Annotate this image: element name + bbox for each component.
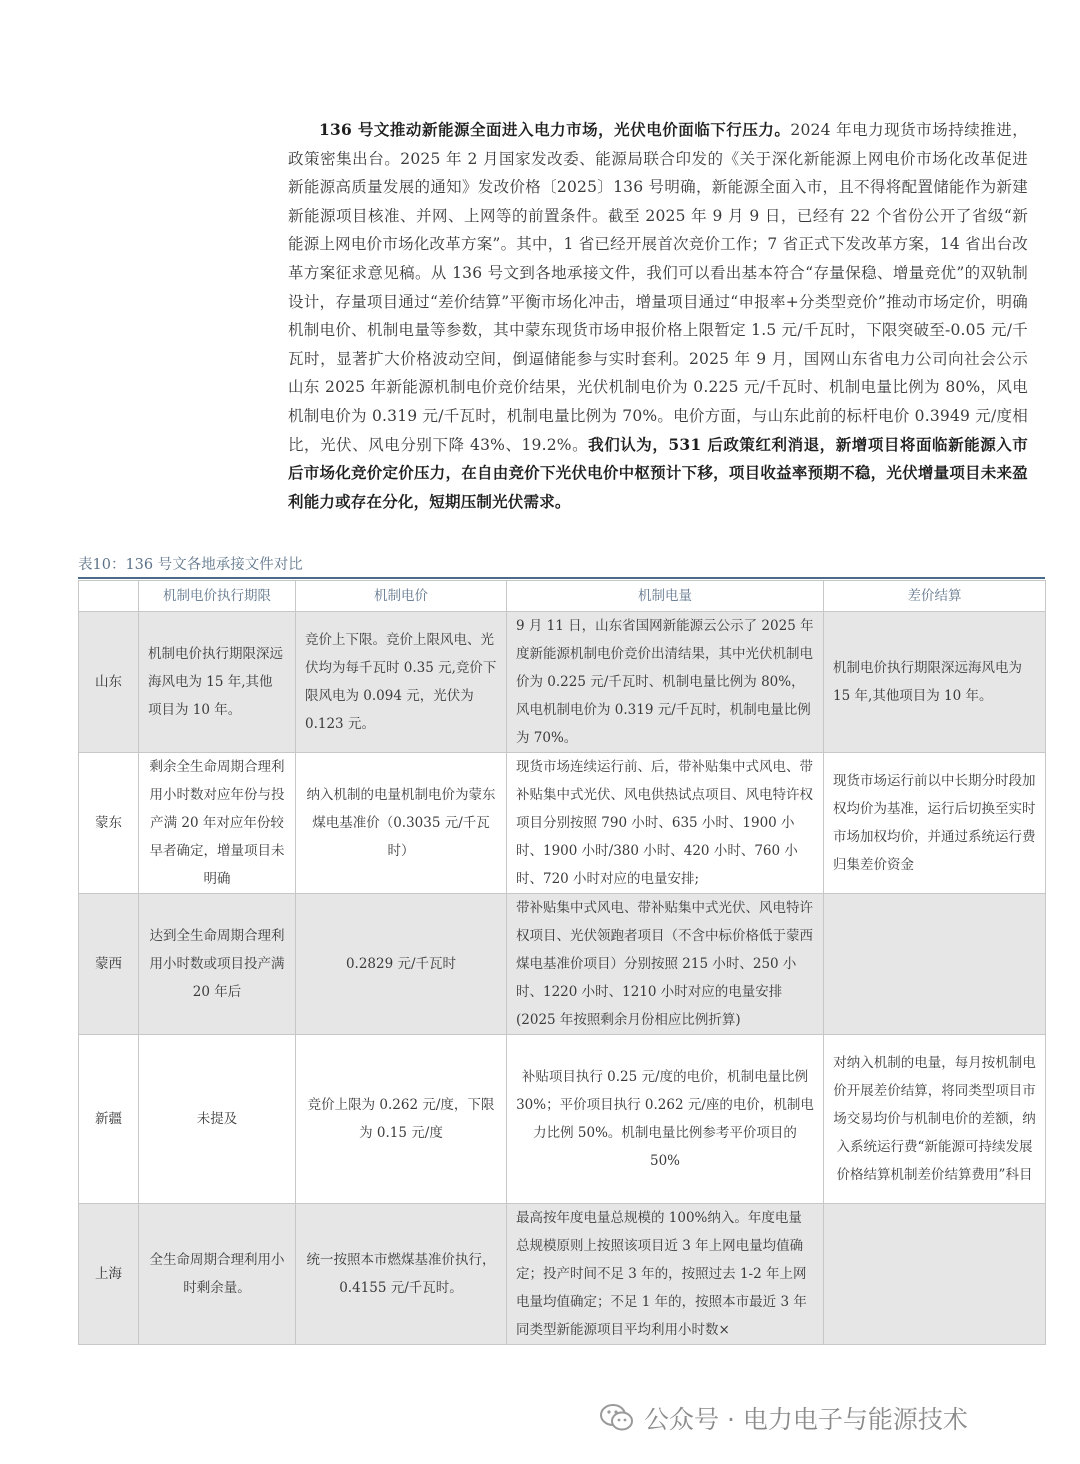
header-settlement: 差价结算: [824, 581, 1046, 612]
table-row: [79, 753, 1046, 894]
price-cell: 竞价上下限。竞价上限风电、光伏均为每千瓦时 0.35 元,竞价下限风电为 0.094 元，光伏为 0.123 元。: [296, 612, 507, 753]
price-cell: 纳入机制的电量机制电价为蒙东煤电基准价（0.3035 元/千瓦时）: [296, 753, 507, 894]
comparison-table: [78, 580, 1046, 1345]
wechat-icon: [600, 1403, 634, 1433]
price-cell: 0.2829 元/千瓦时: [296, 894, 507, 1035]
volume-cell: 最高按年度电量总规模的 100%纳入。年度电量总规模原则上按照该项目近 3 年上网电量均值确定；投产时间不足 3 年的，按照过去 1-2 年上网电量均值确定；不足 1 年的，按照本市最近 3 年同类型新能源项目平均利用小时数×: [507, 1204, 824, 1345]
caption-divider: [78, 577, 1045, 579]
volume-cell: 带补贴集中式风电、带补贴集中式光伏、风电特许权项目、光伏领跑者项目（不含中标价格低于蒙西煤电基准价项目）分别按照 215 小时、250 小时、1220 小时、1210 小时对应的电量安排(2025 年按照剩余月份相应比例折算): [507, 894, 824, 1035]
header-price: 机制电价: [296, 581, 507, 612]
table-row: [79, 1204, 1046, 1345]
price-cell: 统一按照本市燃煤基准价执行，0.4155 元/千瓦时。: [296, 1204, 507, 1345]
region-cell: 新疆: [79, 1035, 139, 1204]
table-row: [79, 1035, 1046, 1204]
header-region: [79, 581, 139, 612]
volume-cell: 现货市场连续运行前、后，带补贴集中式风电、带补贴集中式光伏、风电供热试点项目、风电特许权项目分别按照 790 小时、635 小时、1900 小时、1900 小时/380 小时、420 小时、760 小时、720 小时对应的电量安排;: [507, 753, 824, 894]
body-text: 2024 年电力现货市场持续推进，政策密集出台。2025 年 2 月国家发改委、能源局联合印发的《关于深化新能源上网电价市场化改革促进新能源高质量发展的通知》发改价格〔2025〕136 号明确，新能源全面入市，且不得将配置储能作为新建新能源项目核准、并网、上网等的前置条件。截至 2025 年 9 月 9 日，已经有 22 个省份公开了省级“新能源上网电价市场化改革方案”。其中，1 省已经开展首次竞价工作；7 省正式下发改革方案，14 省出台改革方案征求意见稿。从 136 号文到各地承接文件，我们可以看出基本符合“存量保稳、增量竞优”的双轨制设计，存量项目通过“差价结算”平衡市场化冲击，增量项目通过“申报率+分类型竞价”推动市场定价，明确机制电价、机制电量等参数，其中蒙东现货市场申报价格上限暂定 1.5 元/千瓦时，下限突破至-0.05 元/千瓦时，显著扩大价格波动空间，倒逼储能参与实时套利。2025 年 9 月，国网山东省电力公司向社会公示山东 2025 年新能源机制电价竞价结果，光伏机制电价为 0.225 元/千瓦时、机制电量比例为 80%，风电机制电价为 0.319 元/千瓦时，机制电量比例为 70%。电价方面，与山东此前的标杆电价 0.3949 元/度相比，光伏、风电分别下降 43%、19.2%。: [288, 121, 1028, 454]
period-cell: 剩余全生命周期合理利用小时数对应年份与投产满 20 年对应年份较早者确定，增量项目未明确: [139, 753, 296, 894]
body-paragraph: [288, 116, 1028, 516]
table-header-row: [79, 581, 1046, 612]
table-row: [79, 894, 1046, 1035]
conclusion-sentence: 我们认为，531 后政策红利消退，新增项目将面临新能源入市后市场化竞价定价压力，在自由竞价下光伏电价中枢预计下移，项目收益率预期不稳，光伏增量项目未来盈利能力或存在分化，短期压制光伏需求。: [288, 434, 1028, 511]
watermark: [600, 1400, 968, 1436]
header-volume: 机制电量: [507, 581, 824, 612]
settlement-cell: 现货市场运行前以中长期分时段加权均价为基准，运行后切换至实时市场加权均价，并通过系统运行费归集差价资金: [824, 753, 1046, 894]
table-row: [79, 612, 1046, 753]
lead-sentence: 136 号文推动新能源全面进入电力市场，光伏电价面临下行压力。: [319, 120, 791, 139]
settlement-cell: 对纳入机制的电量，每月按机制电价开展差价结算，将同类型项目市场交易均价与机制电价的差额，纳入系统运行费“新能源可持续发展价格结算机制差价结算费用”科目: [824, 1035, 1046, 1204]
period-cell: 达到全生命周期合理利用小时数或项目投产满 20 年后: [139, 894, 296, 1035]
settlement-cell: [824, 894, 1046, 1035]
price-cell: 竞价上限为 0.262 元/度，下限为 0.15 元/度: [296, 1035, 507, 1204]
watermark-text: 公众号 · 电力电子与能源技术: [644, 1405, 968, 1434]
header-period: 机制电价执行期限: [139, 581, 296, 612]
period-cell: 未提及: [139, 1035, 296, 1204]
region-cell: 山东: [79, 612, 139, 753]
volume-cell: 9 月 11 日，山东省国网新能源云公示了 2025 年度新能源机制电价竞价出清结果，其中光伏机制电价为 0.225 元/千瓦时、机制电量比例为 80%，风电机制电价为 0.319 元/千瓦时，机制电量比例为 70%。: [507, 612, 824, 753]
region-cell: 蒙东: [79, 753, 139, 894]
period-cell: 机制电价执行期限深远海风电为 15 年,其他项目为 10 年。: [139, 612, 296, 753]
settlement-cell: 机制电价执行期限深远海风电为 15 年,其他项目为 10 年。: [824, 612, 1046, 753]
table-caption: 表10：136 号文各地承接文件对比: [78, 557, 303, 573]
region-cell: 上海: [79, 1204, 139, 1345]
period-cell: 全生命周期合理利用小时剩余量。: [139, 1204, 296, 1345]
settlement-cell: [824, 1204, 1046, 1345]
region-cell: 蒙西: [79, 894, 139, 1035]
volume-cell: 补贴项目执行 0.25 元/度的电价，机制电量比例 30%；平价项目执行 0.262 元/座的电价，机制电力比例 50%。机制电量比例参考平价项目的 50%: [507, 1035, 824, 1204]
